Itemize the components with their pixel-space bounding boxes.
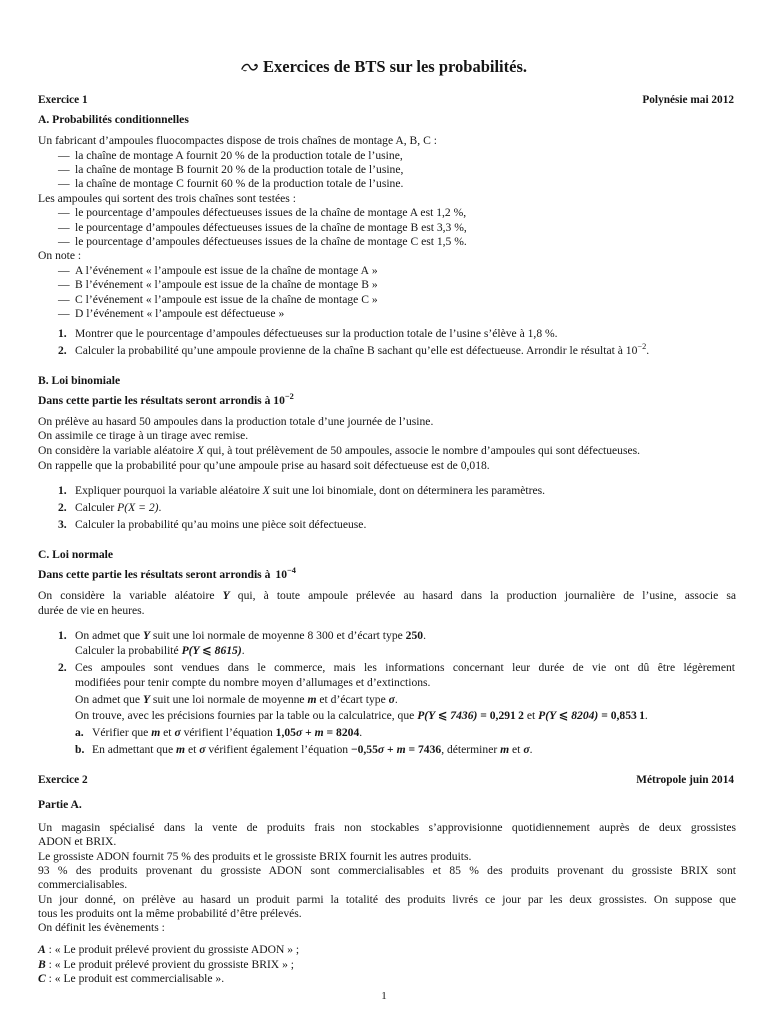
question-text: Montrer que le pourcentage d’ampoules défectueuses sur la production totale de l’usine s’élève à 1,8 %. (75, 327, 558, 340)
fleuron-icon (241, 62, 259, 73)
question-c1-line-2 (75, 644, 245, 658)
text: et (509, 743, 524, 756)
exponent: −2 (284, 392, 294, 402)
variable: Y (222, 589, 230, 602)
text: suit une loi binomiale, dont on déterminera les paramètres. (269, 484, 546, 497)
bullet: — (58, 206, 70, 219)
text: Calculer la probabilité (75, 644, 182, 657)
event-symbol: B (38, 958, 46, 971)
text: et (185, 743, 200, 756)
exercise-1-source: Polynésie mai 2012 (642, 94, 734, 106)
text: suit une loi normale de moyenne (150, 693, 308, 706)
bullet: — (58, 264, 70, 277)
event-symbol: C (38, 972, 46, 985)
variable: Y (142, 629, 151, 642)
sub-question-b (75, 743, 532, 757)
bullet: — (58, 278, 70, 291)
bullet: — (58, 235, 70, 248)
equation-coef: 1,05 (275, 726, 296, 739)
exponent: −4 (286, 566, 296, 576)
list-item (58, 264, 378, 278)
text: . (423, 629, 426, 642)
exercise-1-label: Exercice 1 (38, 94, 88, 106)
question-number: 1. (58, 629, 67, 642)
ex2-events-intro: On définit les évènements : (38, 921, 165, 934)
rounding-text: Dans cette partie les résultats seront arrondis à (38, 568, 271, 581)
math-expression: P(Y ⩽ 8615) (181, 644, 242, 657)
part-b-heading: B. Loi binomiale (38, 374, 121, 387)
text: vérifient également l’équation (205, 743, 351, 756)
bullet: — (58, 307, 70, 320)
list-item-text: A l’événement « l’ampoule est issue de la chaîne de montage A » (75, 264, 378, 277)
question-number: 2. (58, 501, 67, 514)
text: qui, à tout prélèvement de 50 ampoules, associe le nombre d’ampoules qui sont défectueuses. (203, 444, 641, 457)
text: suit une loi normale de moyenne 8 300 et d’écart type (150, 629, 406, 642)
question-b2 (58, 501, 161, 515)
sub-question-label: a. (75, 726, 84, 739)
part-a-notation-intro: On note : (38, 249, 82, 262)
equation-rhs: = 7436 (405, 743, 442, 756)
text: Vérifier que (92, 726, 152, 739)
variable: m (307, 693, 317, 706)
text: et d’écart type (316, 693, 389, 706)
text: Calculer (75, 501, 118, 514)
math-value: = 0,853 1 (598, 709, 645, 722)
title-text: Exercices de BTS sur les probabilités. (262, 57, 528, 76)
variable: σ (377, 743, 385, 756)
list-item (58, 149, 403, 163)
variable: m (176, 743, 186, 756)
question-b1 (58, 484, 545, 498)
std-dev-value: 250 (405, 629, 424, 642)
event-definition (38, 972, 224, 986)
sub-question-a (75, 726, 362, 740)
question-number: 3. (58, 518, 67, 531)
equation-rhs: = 8204 (323, 726, 360, 739)
exercise-2-header (38, 773, 734, 787)
question-c2-line-2: modifiées pour tenir compte du nombre moyen d’allumages et d’extinctions. (75, 676, 431, 689)
rounding-base: 10 (275, 568, 287, 581)
list-item (58, 293, 378, 307)
equation-coef: −0,55 (351, 743, 378, 756)
list-item-text: le pourcentage d’ampoules défectueuses issues de la chaîne de montage B est 3,3 %, (75, 221, 467, 234)
event-definition (38, 943, 299, 957)
list-item-text: B l’événement « l’ampoule est issue de la chaîne de montage B » (75, 278, 378, 291)
list-item (58, 163, 403, 177)
event-text: : « Le produit prélevé provient du grossiste ADON » ; (45, 943, 300, 956)
document-title (0, 57, 768, 77)
exercise-1-header (38, 93, 734, 107)
ex2-paragraph-4-line-2: tous les produits ont la même probabilité d’être prélevés. (38, 907, 302, 920)
equation-plus: + (384, 743, 397, 756)
bullet: — (58, 293, 70, 306)
question-number: 2. (58, 344, 67, 357)
list-item-text: la chaîne de montage C fournit 60 % de la production totale de l’usine. (75, 177, 404, 190)
text: On considère la variable aléatoire (38, 589, 223, 602)
exponent: −2 (637, 342, 647, 352)
question-b3 (58, 518, 366, 532)
text: , déterminer (441, 743, 501, 756)
list-item-text: le pourcentage d’ampoules défectueuses issues de la chaîne de montage A est 1,2 %, (75, 206, 467, 219)
exercise-2-source: Métropole juin 2014 (636, 774, 734, 786)
question-text: Calculer la probabilité qu’au moins une pièce soit défectueuse. (75, 518, 367, 531)
text: et (523, 709, 539, 722)
text: . (644, 709, 648, 722)
question-a2 (58, 344, 649, 358)
variable: m (396, 743, 406, 756)
text: . (241, 644, 245, 657)
list-item (58, 206, 466, 220)
variable: σ (199, 743, 206, 756)
variable: m (314, 726, 324, 739)
list-item-text: la chaîne de montage B fournit 20 % de la production totale de l’usine, (75, 163, 404, 176)
text: vérifient l’équation (180, 726, 276, 739)
text: qui, à toute ampoule prélevée au hasard dans la production journalière de l’usine, associe sa (229, 589, 736, 602)
page-number: 1 (381, 990, 387, 1002)
rounding-text: Dans cette partie les résultats seront arrondis à 10 (38, 394, 285, 407)
text: . (158, 501, 162, 514)
math-expression: P(Y ⩽ 8204) (538, 709, 599, 722)
text: et (160, 726, 175, 739)
question-c2-line-3 (75, 693, 398, 707)
list-item (58, 235, 467, 249)
question-end: . (646, 344, 650, 357)
ex2-paragraph-2: Le grossiste ADON fournit 75 % des produits et le grossiste BRIX fournit les autres produits. (38, 850, 472, 863)
ex2-part-a-heading: Partie A. (38, 798, 82, 811)
text: On considère la variable aléatoire (38, 444, 197, 457)
bullet: — (58, 221, 70, 234)
ex2-paragraph-1-line-2: ADON et BRIX. (38, 835, 117, 848)
variable: X (196, 444, 204, 457)
part-c-intro-line-2: durée de vie en heures. (38, 604, 145, 617)
variable: σ (523, 743, 530, 756)
question-text: Calculer la probabilité qu’une ampoule provienne de la chaîne B sachant qu’elle est défectueuse. Arrondir le résultat à 10 (75, 344, 638, 357)
question-number: 1. (58, 484, 67, 497)
exercise-2-label: Exercice 2 (38, 774, 88, 786)
variable: σ (295, 726, 303, 739)
sub-question-label: b. (75, 743, 85, 756)
list-item-text: C l’événement « l’ampoule est issue de la chaîne de montage C » (75, 293, 378, 306)
bullet: — (58, 149, 70, 162)
bullet: — (58, 177, 70, 190)
part-c-heading: C. Loi normale (38, 548, 114, 561)
question-number: 2. (58, 661, 67, 674)
variable: Y (142, 693, 151, 706)
ex2-paragraph-1-line-1: Un magasin spécialisé dans la vente de produits frais non stockables s’approvisionne quotidiennement auprès de deux grossistes (38, 821, 736, 834)
text: . (394, 693, 398, 706)
part-b-rounding (38, 394, 294, 408)
text: On admet que (75, 629, 143, 642)
part-a-tested-intro: Les ampoules qui sortent des trois chaînes sont testées : (38, 192, 296, 205)
question-c2-line-4 (75, 709, 648, 723)
event-definition (38, 958, 294, 972)
equation-plus: + (302, 726, 315, 739)
part-b-line-4: On rappelle que la probabilité pour qu’une ampoule prise au hasard soit défectueuse est de 0,018. (38, 459, 490, 472)
math-value: = 0,291 2 (477, 709, 524, 722)
part-b-line-2: On assimile ce tirage à un tirage avec remise. (38, 429, 249, 442)
variable: σ (174, 726, 181, 739)
list-item-text: le pourcentage d’ampoules défectueuses issues de la chaîne de montage C est 1,5 %. (75, 235, 467, 248)
event-symbol: A (38, 943, 46, 956)
text: Expliquer pourquoi la variable aléatoire (75, 484, 263, 497)
question-c2-number (58, 661, 75, 675)
bullet: — (58, 163, 70, 176)
part-b-line-1: On prélève au hasard 50 ampoules dans la production totale d’une journée de l’usine. (38, 415, 434, 428)
variable: X (262, 484, 270, 497)
part-c-rounding (38, 568, 296, 582)
text: On admet que (75, 693, 143, 706)
math-expression: P(Y ⩽ 7436) (417, 709, 478, 722)
variable: σ (388, 693, 395, 706)
text: En admettant que (92, 743, 177, 756)
list-item-text: la chaîne de montage A fournit 20 % de la production totale de l’usine, (75, 149, 403, 162)
part-a-intro: Un fabricant d’ampoules fluocompactes dispose de trois chaînes de montage A, B, C : (38, 134, 437, 147)
event-text: : « Le produit est commercialisable ». (45, 972, 225, 985)
question-number: 1. (58, 327, 67, 340)
math-expression: P(X = 2) (117, 501, 159, 514)
variable: m (500, 743, 510, 756)
ex2-paragraph-3-line-1: 93 % des produits provenant du grossiste ADON sont commercialisables et 85 % des produits provenant du grossiste BRIX sont (38, 864, 736, 877)
list-item (58, 307, 284, 321)
text: On trouve, avec les précisions fournies par la table ou la calculatrice, que (75, 709, 418, 722)
question-c2-line-1: Ces ampoules sont vendues dans le commerce, mais les informations concernant leur durée de vie ont dû être légèrement (75, 661, 735, 674)
question-a1 (58, 327, 558, 341)
part-c-intro-line-1 (38, 589, 736, 603)
text: . (359, 726, 363, 739)
list-item (58, 278, 378, 292)
ex2-paragraph-4-line-1: Un jour donné, on prélève au hasard un produit parmi la totalité des produits livrés ce jour par les deux grossistes. On suppose que (38, 893, 736, 906)
ex2-paragraph-3-line-2: commercialisables. (38, 878, 128, 891)
event-text: : « Le produit prélevé provient du grossiste BRIX » ; (45, 958, 294, 971)
question-c1 (58, 629, 426, 643)
list-item (58, 177, 403, 191)
variable: m (151, 726, 161, 739)
part-b-line-3 (38, 444, 640, 458)
text: . (529, 743, 533, 756)
list-item-text: D l’événement « l’ampoule est défectueuse » (75, 307, 285, 320)
part-a-heading: A. Probabilités conditionnelles (38, 113, 189, 126)
list-item (58, 221, 467, 235)
